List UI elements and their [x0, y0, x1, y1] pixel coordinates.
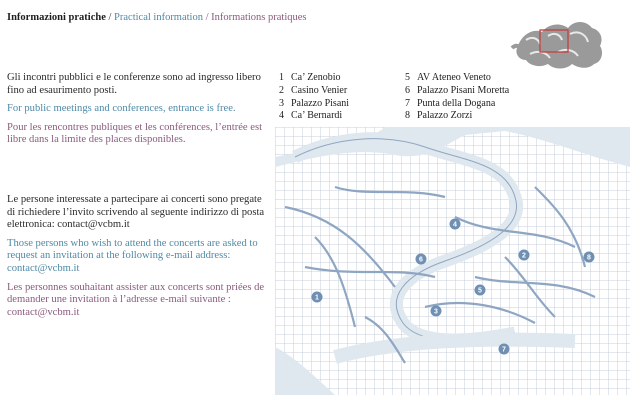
- venue-item: 4 Ca’ Bernardi: [279, 110, 343, 122]
- map-marker: [475, 285, 486, 296]
- header-separator: /: [105, 12, 115, 23]
- svg-text:7: 7: [502, 346, 506, 354]
- venue-item: 8 Palazzo Zorzi: [405, 110, 473, 122]
- svg-text:8: 8: [587, 254, 591, 262]
- svg-text:4: 4: [453, 221, 457, 229]
- svg-text:2: 2: [522, 252, 526, 260]
- venue-legend-left: [279, 72, 349, 123]
- venue-item: 1 Ca’ Zenobio: [279, 72, 341, 83]
- venue-item: 5 AV Ateneo Veneto: [405, 72, 491, 83]
- venue-item: 2 Casino Venier: [279, 84, 348, 96]
- svg-text:6: 6: [419, 256, 423, 264]
- venue-item: 7 Punta della Dogana: [405, 97, 496, 109]
- paragraph-english: Those persons who wish to attend the concerts are asked to request an invitation at the following e-mail address: contact@vcbm.it: [7, 237, 258, 274]
- map-marker: [312, 292, 323, 303]
- page-header: [7, 12, 307, 23]
- svg-text:1: 1: [315, 294, 319, 302]
- header-title-italian: Informazioni pratiche: [7, 12, 106, 23]
- map-marker: [499, 344, 510, 355]
- map-marker: [519, 250, 530, 261]
- map-marker: [450, 219, 461, 230]
- header-title-french: Informations pratiques: [211, 12, 307, 23]
- venice-map: [275, 127, 630, 395]
- paragraph-english: For public meetings and conferences, entrance is free.: [7, 103, 236, 115]
- venue-item: 3 Palazzo Pisani: [279, 97, 350, 109]
- map-marker: [431, 306, 442, 317]
- map-marker: [416, 254, 427, 265]
- concerts-section: [7, 194, 269, 325]
- svg-text:3: 3: [434, 308, 438, 316]
- paragraph-italian: Gli incontri pubblici e le conferenze sono ad ingresso libero fino ad esaurimento posti.: [7, 72, 261, 96]
- header-title-english: Practical information: [114, 12, 203, 23]
- paragraph-italian: Le persone interessate a partecipare ai concerti sono pregate di richiedere l’invito scrivendo al seguente indirizzo di posta elettronica: contact@vcbm.it: [7, 194, 265, 231]
- venue-legend-right: [405, 72, 509, 123]
- paragraph-french: Pour les rencontres publiques et les conférences, l’entrée est libre dans la limite des places disponibles.: [7, 121, 263, 146]
- map-marker: [584, 252, 595, 263]
- public-meetings-section: [7, 72, 269, 153]
- svg-text:5: 5: [478, 287, 482, 295]
- winged-lion-logo: [508, 16, 608, 74]
- header-separator: /: [202, 12, 212, 23]
- paragraph-french: Les personnes souhaitant assister aux concerts sont priées de demander une invitation à l’adresse e-mail suivante : contact@vcbm.it: [7, 281, 265, 318]
- venue-item: 6 Palazzo Pisani Moretta: [405, 84, 510, 96]
